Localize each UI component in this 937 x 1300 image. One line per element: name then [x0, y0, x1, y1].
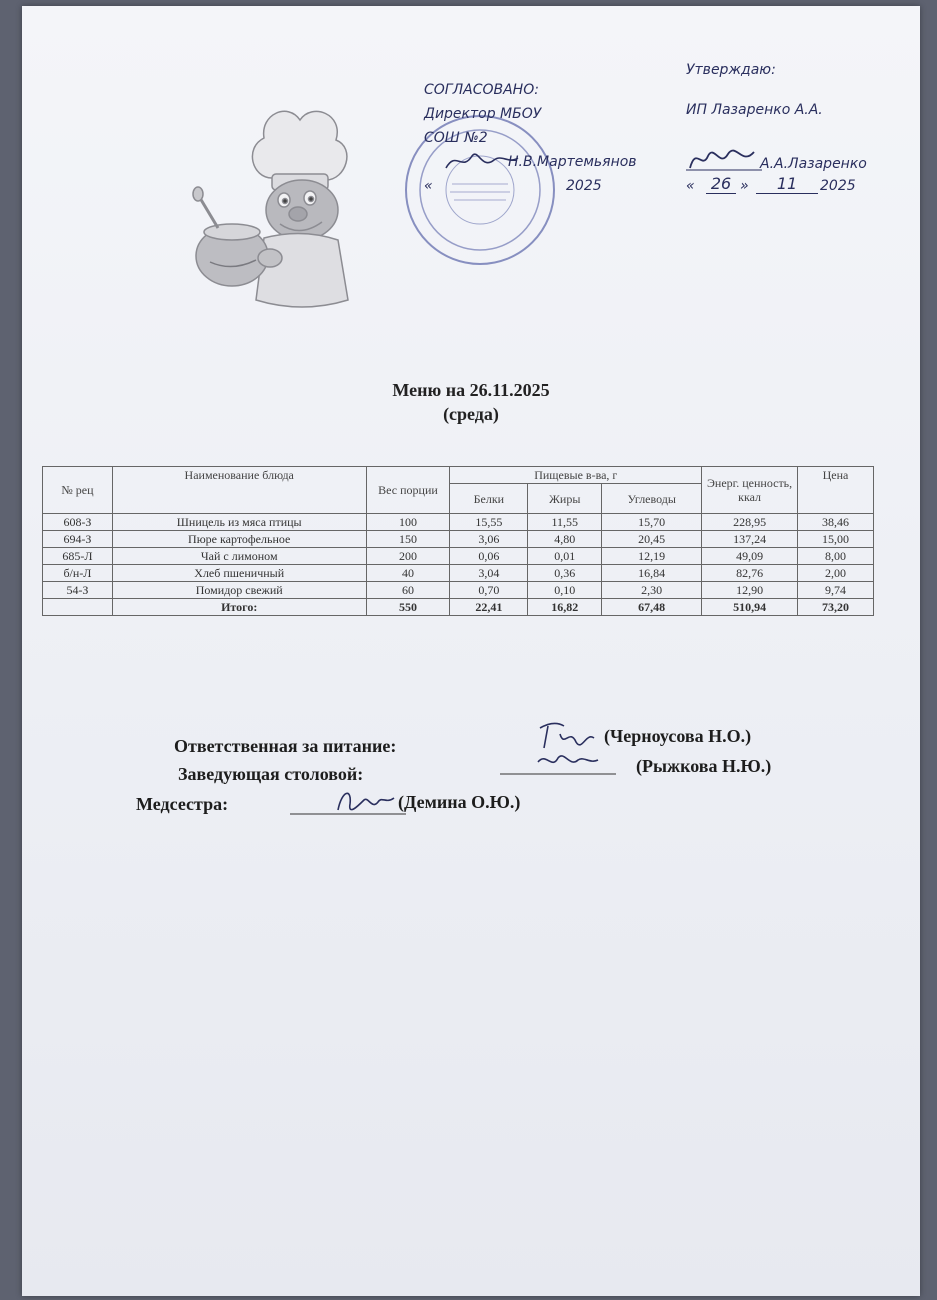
table-row: [43, 582, 874, 599]
cell-energy: 137,24: [702, 531, 798, 548]
approval-right-month: 11: [756, 174, 818, 194]
cell-price: 38,46: [798, 514, 874, 531]
cell-protein: 15,55: [450, 514, 528, 531]
responsible-name: (Черноусова Н.О.): [604, 726, 752, 746]
cell-fat: 0,10: [528, 582, 602, 599]
approval-left-date-prefix: «: [424, 178, 433, 194]
total-label: Итого:: [112, 599, 366, 616]
cell-carbs: 12,19: [602, 548, 702, 565]
menu-document: [22, 6, 920, 1296]
cell-name: Пюре картофельное: [112, 531, 366, 548]
cell-fat: 0,01: [528, 548, 602, 565]
approval-right-name: А.А.Лазаренко: [760, 156, 867, 172]
nurse-label: Медсестра:: [136, 794, 229, 814]
cell-protein: 3,04: [450, 565, 528, 582]
approval-left-year: 2025: [566, 178, 602, 194]
chef-illustration: [160, 88, 370, 318]
header-price: Цена: [798, 467, 874, 514]
cell-carbs: 16,84: [602, 565, 702, 582]
header-rec: № рец: [43, 467, 113, 514]
cell-fat: 0,36: [528, 565, 602, 582]
canteen-label: Заведующая столовой:: [178, 764, 364, 784]
cell-carbs: 15,70: [602, 514, 702, 531]
header-weight: Вес порции: [366, 467, 450, 514]
header-energy: Энерг. ценность, ккал: [702, 467, 798, 514]
total-weight: 550: [366, 599, 450, 616]
cell-weight: 40: [366, 565, 450, 582]
table-row: [43, 514, 874, 531]
header-carbs: Углеводы: [602, 484, 702, 514]
header-fat: Жиры: [528, 484, 602, 514]
cell-energy: 49,09: [702, 548, 798, 565]
approval-right-quote-close: »: [740, 178, 749, 194]
total-price: 73,20: [798, 599, 874, 616]
menu-table: [42, 466, 874, 616]
cell-empty: [43, 599, 113, 616]
canteen-name: (Рыжкова Н.Ю.): [636, 756, 772, 776]
total-protein: 22,41: [450, 599, 528, 616]
total-energy: 510,94: [702, 599, 798, 616]
cell-protein: 0,06: [450, 548, 528, 565]
cell-weight: 60: [366, 582, 450, 599]
cell-carbs: 20,45: [602, 531, 702, 548]
total-fat: 16,82: [528, 599, 602, 616]
cell-fat: 11,55: [528, 514, 602, 531]
responsible-label: Ответственная за питание:: [174, 736, 397, 756]
menu-day: (среда): [443, 404, 499, 424]
cell-fat: 4,80: [528, 531, 602, 548]
cell-carbs: 2,30: [602, 582, 702, 599]
cell-name: Шницель из мяса птицы: [112, 514, 366, 531]
approval-left-name: Н.В.Мартемьянов: [508, 154, 637, 170]
cell-price: 9,74: [798, 582, 874, 599]
approval-right-year: 2025: [820, 178, 856, 194]
cell-rec: 608-З: [43, 514, 113, 531]
total-row: [43, 599, 874, 616]
header-protein: Белки: [450, 484, 528, 514]
cell-price: 8,00: [798, 548, 874, 565]
cell-price: 2,00: [798, 565, 874, 582]
header-nutrients: Пищевые в-ва, г: [450, 467, 702, 484]
table-row: [43, 548, 874, 565]
table-row: [43, 565, 874, 582]
approval-left-line1: Директор МБОУ: [424, 106, 542, 122]
cell-name: Хлеб пшеничный: [112, 565, 366, 582]
approval-left-heading: СОГЛАСОВАНО:: [424, 82, 539, 98]
cell-rec: б/н-Л: [43, 565, 113, 582]
cell-weight: 150: [366, 531, 450, 548]
canteen-signature: [498, 748, 618, 778]
cell-weight: 200: [366, 548, 450, 565]
approval-right-org: ИП Лазаренко А.А.: [686, 102, 823, 118]
cell-protein: 3,06: [450, 531, 528, 548]
cell-name: Помидор свежий: [112, 582, 366, 599]
menu-title: Меню на 26.11.2025: [392, 380, 550, 400]
cell-price: 15,00: [798, 531, 874, 548]
cell-name: Чай с лимоном: [112, 548, 366, 565]
cell-rec: 685-Л: [43, 548, 113, 565]
approval-left-line2: СОШ №2: [424, 130, 488, 146]
cell-rec: 54-З: [43, 582, 113, 599]
cell-energy: 82,76: [702, 565, 798, 582]
total-carbs: 67,48: [602, 599, 702, 616]
cell-energy: 228,95: [702, 514, 798, 531]
approval-right-day: 26: [706, 174, 736, 194]
cell-rec: 694-З: [43, 531, 113, 548]
cell-weight: 100: [366, 514, 450, 531]
nurse-signature: [288, 782, 408, 822]
approver-signature: [684, 140, 764, 176]
approval-right-quote-open: «: [686, 178, 695, 194]
nurse-name: (Демина О.Ю.): [398, 792, 521, 812]
header-name: Наименование блюда: [112, 467, 366, 514]
cell-protein: 0,70: [450, 582, 528, 599]
cell-energy: 12,90: [702, 582, 798, 599]
approval-right-heading: Утверждаю:: [686, 62, 776, 78]
table-row: [43, 531, 874, 548]
